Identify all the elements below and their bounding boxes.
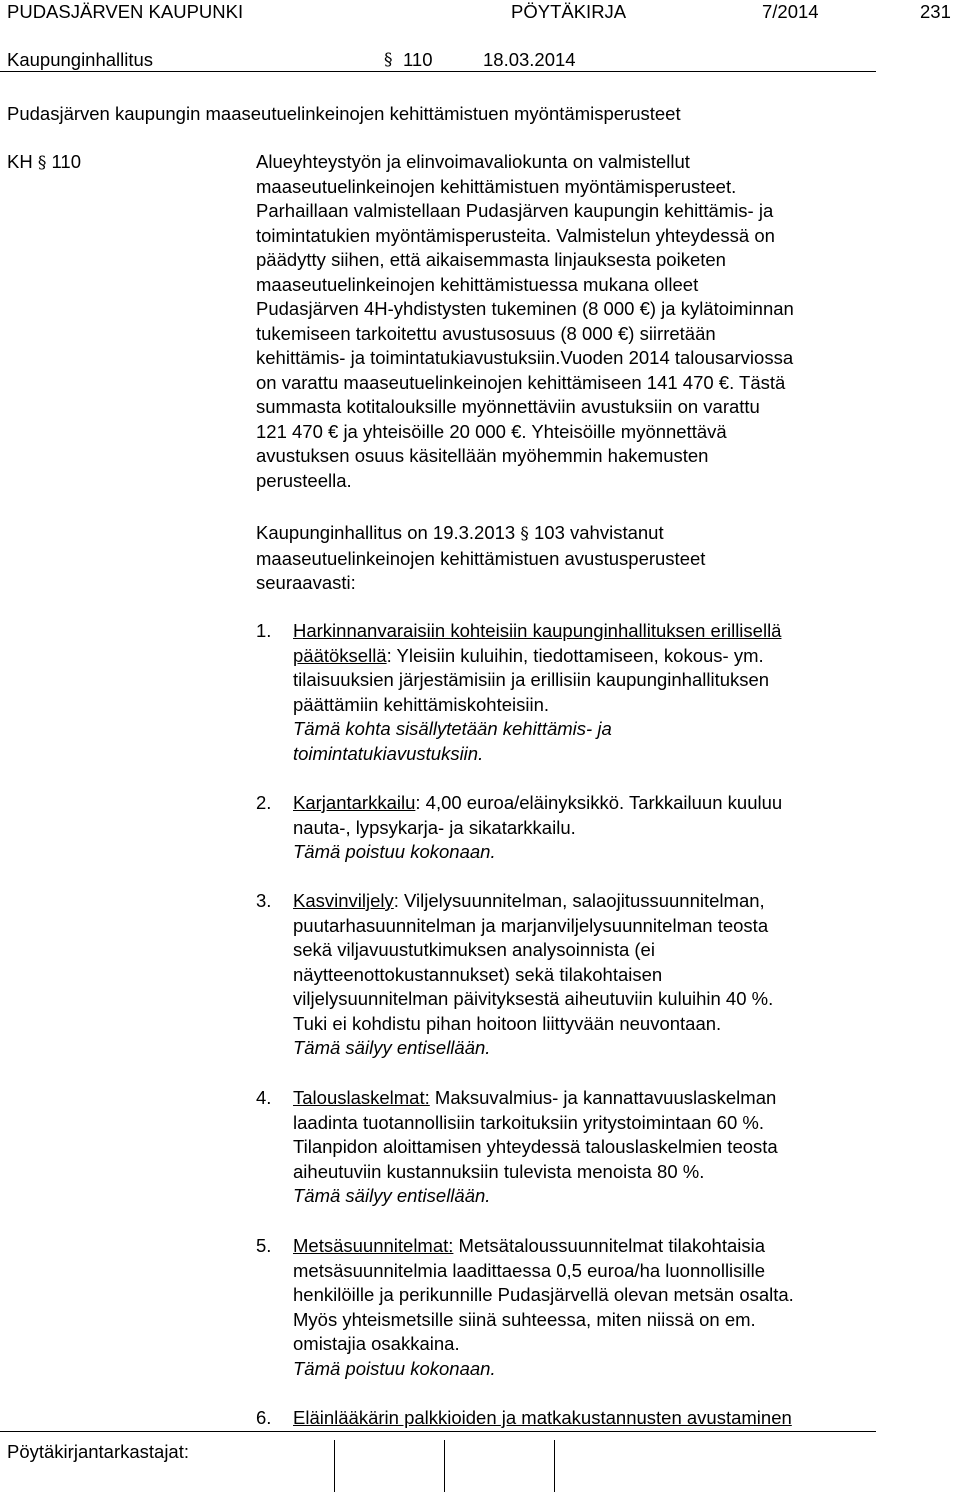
decision-line: seuraavasti:: [256, 572, 356, 593]
list-item: [256, 1406, 906, 1431]
header-body: Kaupunginhallitus: [7, 49, 154, 70]
decision-line: Kaupunginhallitus on 19.3.2013: [256, 522, 516, 543]
intro-line: kehittämis- ja toimintatukiavustuksiin.Vuoden 2014 talousarviossa: [256, 347, 794, 368]
intro-line: on varattu maaseutuelinkeinojen kehittämiseen 141 470 €. Tästä: [256, 371, 786, 393]
intro-line: päädytty siihen, että aikaisemmasta linjauksesta poiketen: [256, 249, 726, 270]
section-label-number: 110: [51, 151, 81, 172]
intro-line: toimintatukien myöntämisperusteita. Valmistelun yhteydessä on: [256, 224, 775, 246]
list-item-text: näytteenottokustannukset) sekä tilakohtaisen: [293, 963, 663, 985]
list-item-text: tilaisuuksien järjestämisiin ja erillisiin kaupunginhallituksen: [293, 669, 770, 690]
signature-box-divider: [444, 1440, 445, 1492]
list-item-heading: Karjantarkkailu: [293, 792, 416, 813]
intro-line: Alueyhteystyön ja elinvoimavaliokunta on valmistellut: [256, 151, 690, 172]
list-item-text: omistajia osakkaina.: [293, 1333, 460, 1354]
list-item-number: 1.: [256, 620, 272, 641]
list-item-note: toimintatukiavustuksiin.: [293, 742, 484, 764]
list-item-heading: Talouslaskelmat:: [293, 1087, 430, 1108]
list-item-text: nauta-, lypsykarja- ja sikatarkkailu.: [293, 816, 576, 838]
intro-line: summasta kotitalouksille myönnettäviin avustuksiin on varattu: [256, 396, 760, 417]
list-item-text: : Viljelysuunnitelman, salaojitussuunnitelman,: [393, 890, 765, 911]
list-item-heading: Kasvinviljely: [293, 890, 394, 911]
header-page-number: 231: [920, 1, 951, 22]
header-city: PUDASJÄRVEN KAUPUNKI: [7, 1, 244, 22]
list-item-text: Myös yhteismetsille siinä suhteessa, miten niissä on em.: [293, 1308, 756, 1330]
list-item-note: Tämä kohta sisällytetään kehittämis- ja: [293, 718, 612, 739]
signature-box-divider: [554, 1440, 555, 1492]
list-item-text: puutarhasuunnitelman ja marjanviljelysuunnitelman teosta: [293, 914, 769, 936]
list-item-text: Metsätaloussuunnitelmat tilakohtaisia: [453, 1235, 766, 1256]
intro-paragraph: [256, 150, 896, 493]
list-item: [256, 619, 906, 766]
section-label: [7, 150, 81, 176]
list-item: [256, 889, 906, 1061]
header-issue: 7/2014: [762, 1, 819, 22]
intro-line: perusteella.: [256, 469, 352, 491]
list-item-text: aiheutuviin kustannuksiin tulevista menoista 80 %.: [293, 1160, 705, 1182]
list-item-text: Tuki ei kohdistu pihan hoitoon liittyvään neuvontaan.: [293, 1012, 722, 1034]
list-item-heading: Eläinlääkärin palkkioiden ja matkakustannusten avustaminen: [293, 1407, 792, 1428]
header-section-number: 110: [403, 49, 433, 70]
decision-line: 103 vahvistanut: [534, 522, 664, 543]
list-item-text: sekä viljavuustutkimuksen analysoinnista (ei: [293, 939, 655, 960]
list-item-heading: Metsäsuunnitelmat:: [293, 1235, 454, 1256]
list-item-note: Tämä säilyy entisellään.: [293, 1185, 491, 1206]
intro-line: maaseutuelinkeinojen kehittämistuessa mukana olleet: [256, 273, 699, 295]
intro-line: 121 470 € ja yhteisöille 20 000 €. Yhteisöille myönnettävä: [256, 420, 727, 442]
decision-paragraph: [256, 521, 896, 596]
list-item-heading: päätöksellä: [293, 644, 387, 666]
list-item-text: : Yleisiin kuluihin, tiedottamiseen, kokous- ym.: [386, 644, 764, 666]
list-item-text: metsäsuunnitelmia laadittaessa 0,5 euroa/ha luonnollisille: [293, 1259, 766, 1281]
list-item-text: henkilöille ja perikunnille Pudasjärvellä olevan metsän osalta.: [293, 1284, 794, 1305]
decision-line: maaseutuelinkeinojen kehittämistuen avustusperusteet: [256, 547, 706, 569]
header-divider: [0, 71, 876, 72]
list-item: [256, 1086, 906, 1209]
section-label-prefix: KH: [7, 151, 33, 172]
list-item: [256, 1234, 906, 1381]
list-item-text: laadinta tuotannollisiin tarkoituksiin yritystoimintaan 60 %.: [293, 1111, 764, 1133]
list-item-number: 3.: [256, 890, 272, 911]
list-item-text: Tilanpidon aloittamisen yhteydessä talouslaskelmien teosta: [293, 1136, 778, 1157]
intro-line: avustuksen osuus käsitellään myöhemmin hakemusten: [256, 445, 709, 466]
section-symbol-icon: §: [384, 50, 393, 70]
list-item-number: 6.: [256, 1407, 272, 1428]
footer-label: Pöytäkirjantarkastajat:: [7, 1441, 190, 1462]
list-item-note: Tämä poistuu kokonaan.: [293, 1357, 496, 1379]
list-item: [256, 791, 906, 865]
list-item-number: 2.: [256, 792, 272, 813]
section-symbol-icon: §: [37, 153, 47, 173]
list-item-text: viljelysuunnitelman päivityksestä aiheutuviin kuluihin 40 %.: [293, 988, 774, 1009]
list-item-heading: Harkinnanvaraisiin kohteisiin kaupunginhallituksen erillisellä: [293, 620, 782, 641]
signature-box-divider: [334, 1440, 335, 1492]
intro-line: maaseutuelinkeinojen kehittämistuen myöntämisperusteet.: [256, 175, 737, 197]
list-item-note: Tämä poistuu kokonaan.: [293, 841, 496, 862]
intro-line: Pudasjärven 4H-yhdistysten tukeminen (8 000 €) ja kylätoiminnan: [256, 298, 794, 319]
header-date: 18.03.2014: [483, 49, 576, 70]
list-item-text: Maksuvalmius- ja kannattavuuslaskelman: [429, 1087, 777, 1108]
list-item-text: päättämiin kehittämiskohteisiin.: [293, 693, 550, 715]
list-item-note: Tämä säilyy entisellään.: [293, 1037, 491, 1058]
list-item-text: : 4,00 euroa/eläinyksikkö. Tarkkailuun kuuluu: [415, 792, 783, 813]
header-doc-type: PÖYTÄKIRJA: [511, 1, 627, 22]
section-symbol-icon: §: [520, 524, 529, 544]
list-item-number: 4.: [256, 1087, 272, 1108]
list-item-number: 5.: [256, 1235, 272, 1256]
page-title: Pudasjärven kaupungin maaseutuelinkeinojen kehittämistuen myöntämisperusteet: [7, 103, 681, 124]
footer-divider: [0, 1431, 876, 1432]
intro-line: tukemiseen tarkoitettu avustusosuus (8 000 €) siirretään: [256, 322, 716, 344]
intro-line: Parhaillaan valmistellaan Pudasjärven kaupungin kehittämis- ja: [256, 200, 774, 221]
